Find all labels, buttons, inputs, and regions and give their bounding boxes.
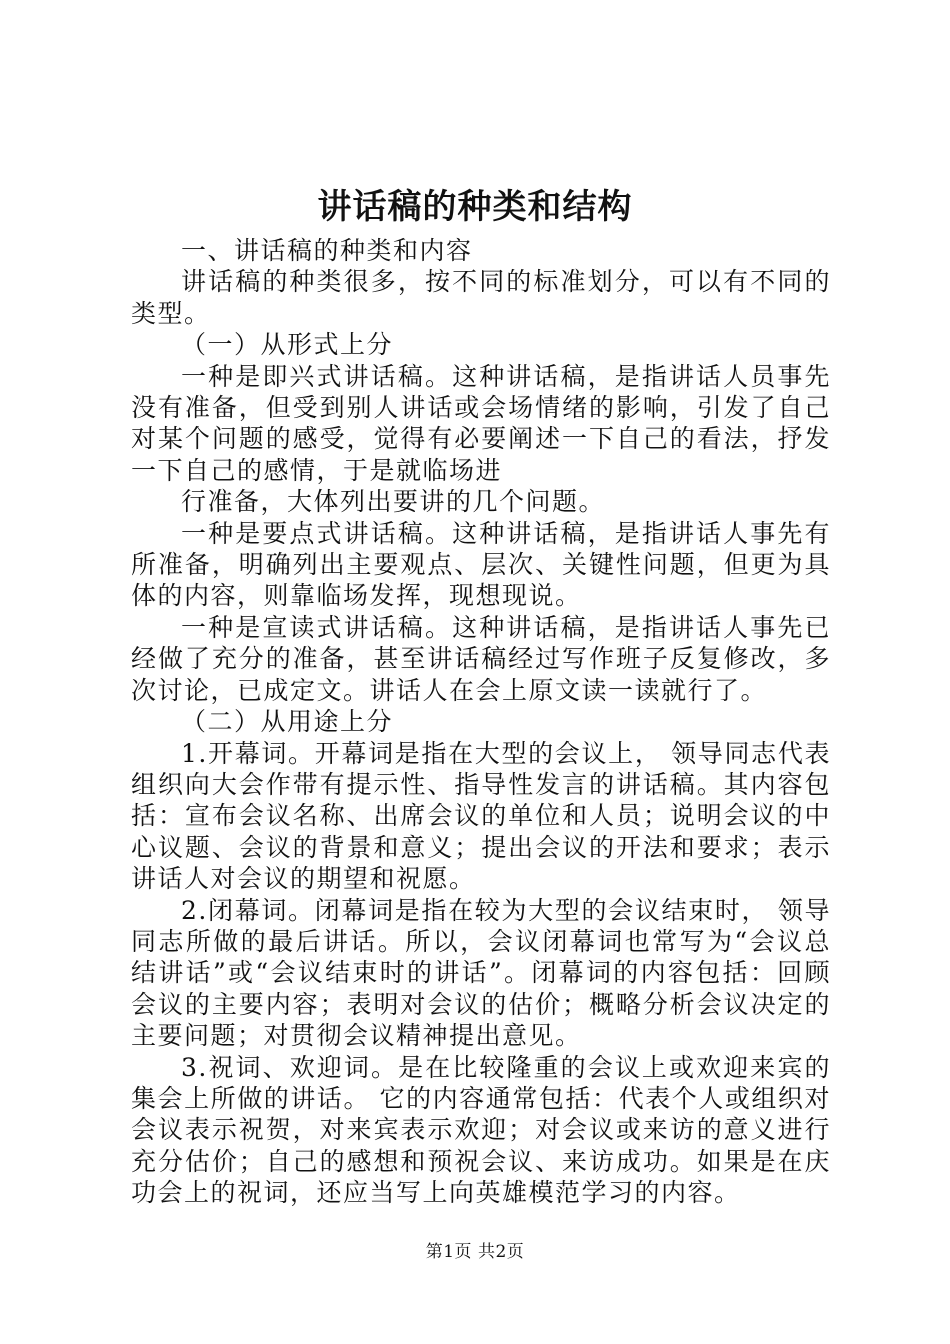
subsection-heading: （二）从用途上分: [181, 707, 394, 737]
paragraph: 3.祝词、欢迎词。是在比较隆重的会议上或欢迎来宾的集会上所做的讲话。 它的内容通常包括：代表个人或组织对会议表示祝贺，对来宾表示欢迎；对会议或来访的意义进行充分估价；自己的感想和预祝会议、来访成功。如果是在庆功会上的祝词，还应当写上向英雄模范学习的内容。: [131, 1052, 831, 1208]
document-body: [131, 235, 831, 1209]
paragraph: 2.闭幕词。闭幕词是指在较为大型的会议结束时， 领导同志所做的最后讲话。所以，会议闭幕词也常写为“会议总结讲话”或“会议结束时的讲话”。闭幕词的内容包括：回顾会议的主要内容；表明对会议的估价；概略分析会议决定的主要问题；对贯彻会议精神提出意见。: [131, 895, 831, 1051]
paragraph: 一种是即兴式讲话稿。这种讲话稿，是指讲话人员事先没有准备，但受到别人讲话或会场情绪的影响，引发了自己对某个问题的感受，觉得有必要阐述一下自己的看法，抒发一下自己的感情，于是就临场进: [131, 361, 831, 485]
paragraph: 讲话稿的种类很多，按不同的标准划分，可以有不同的类型。: [131, 267, 831, 328]
section-heading: 一、讲话稿的种类和内容: [181, 236, 473, 265]
document-title: 讲话稿的种类和结构: [317, 187, 633, 227]
paragraph: 一种是要点式讲话稿。这种讲话稿，是指讲话人事先有所准备，明确列出主要观点、层次、关键性问题，但更为具体的内容，则靠临场发挥，现想现说。: [131, 518, 831, 611]
paragraph: 行准备，大体列出要讲的几个问题。: [181, 487, 606, 517]
paragraph: 一种是宣读式讲话稿。这种讲话稿，是指讲话人事先已经做了充分的准备，甚至讲话稿经过写作班子反复修改，多次讨论，已成定文。讲话人在会上原文读一读就行了。: [131, 612, 831, 705]
subsection-heading: （一）从形式上分: [181, 330, 394, 360]
page-footer: 第1页 共2页: [425, 1242, 525, 1262]
paragraph: 1.开幕词。开幕词是指在大型的会议上， 领导同志代表组织向大会作带有提示性、指导性发言的讲话稿。其内容包括：宣布会议名称、出席会议的单位和人员；说明会议的中心议题、会议的背景和意义；提出会议的开法和要求；表示讲话人对会议的期望和祝愿。: [131, 738, 831, 894]
